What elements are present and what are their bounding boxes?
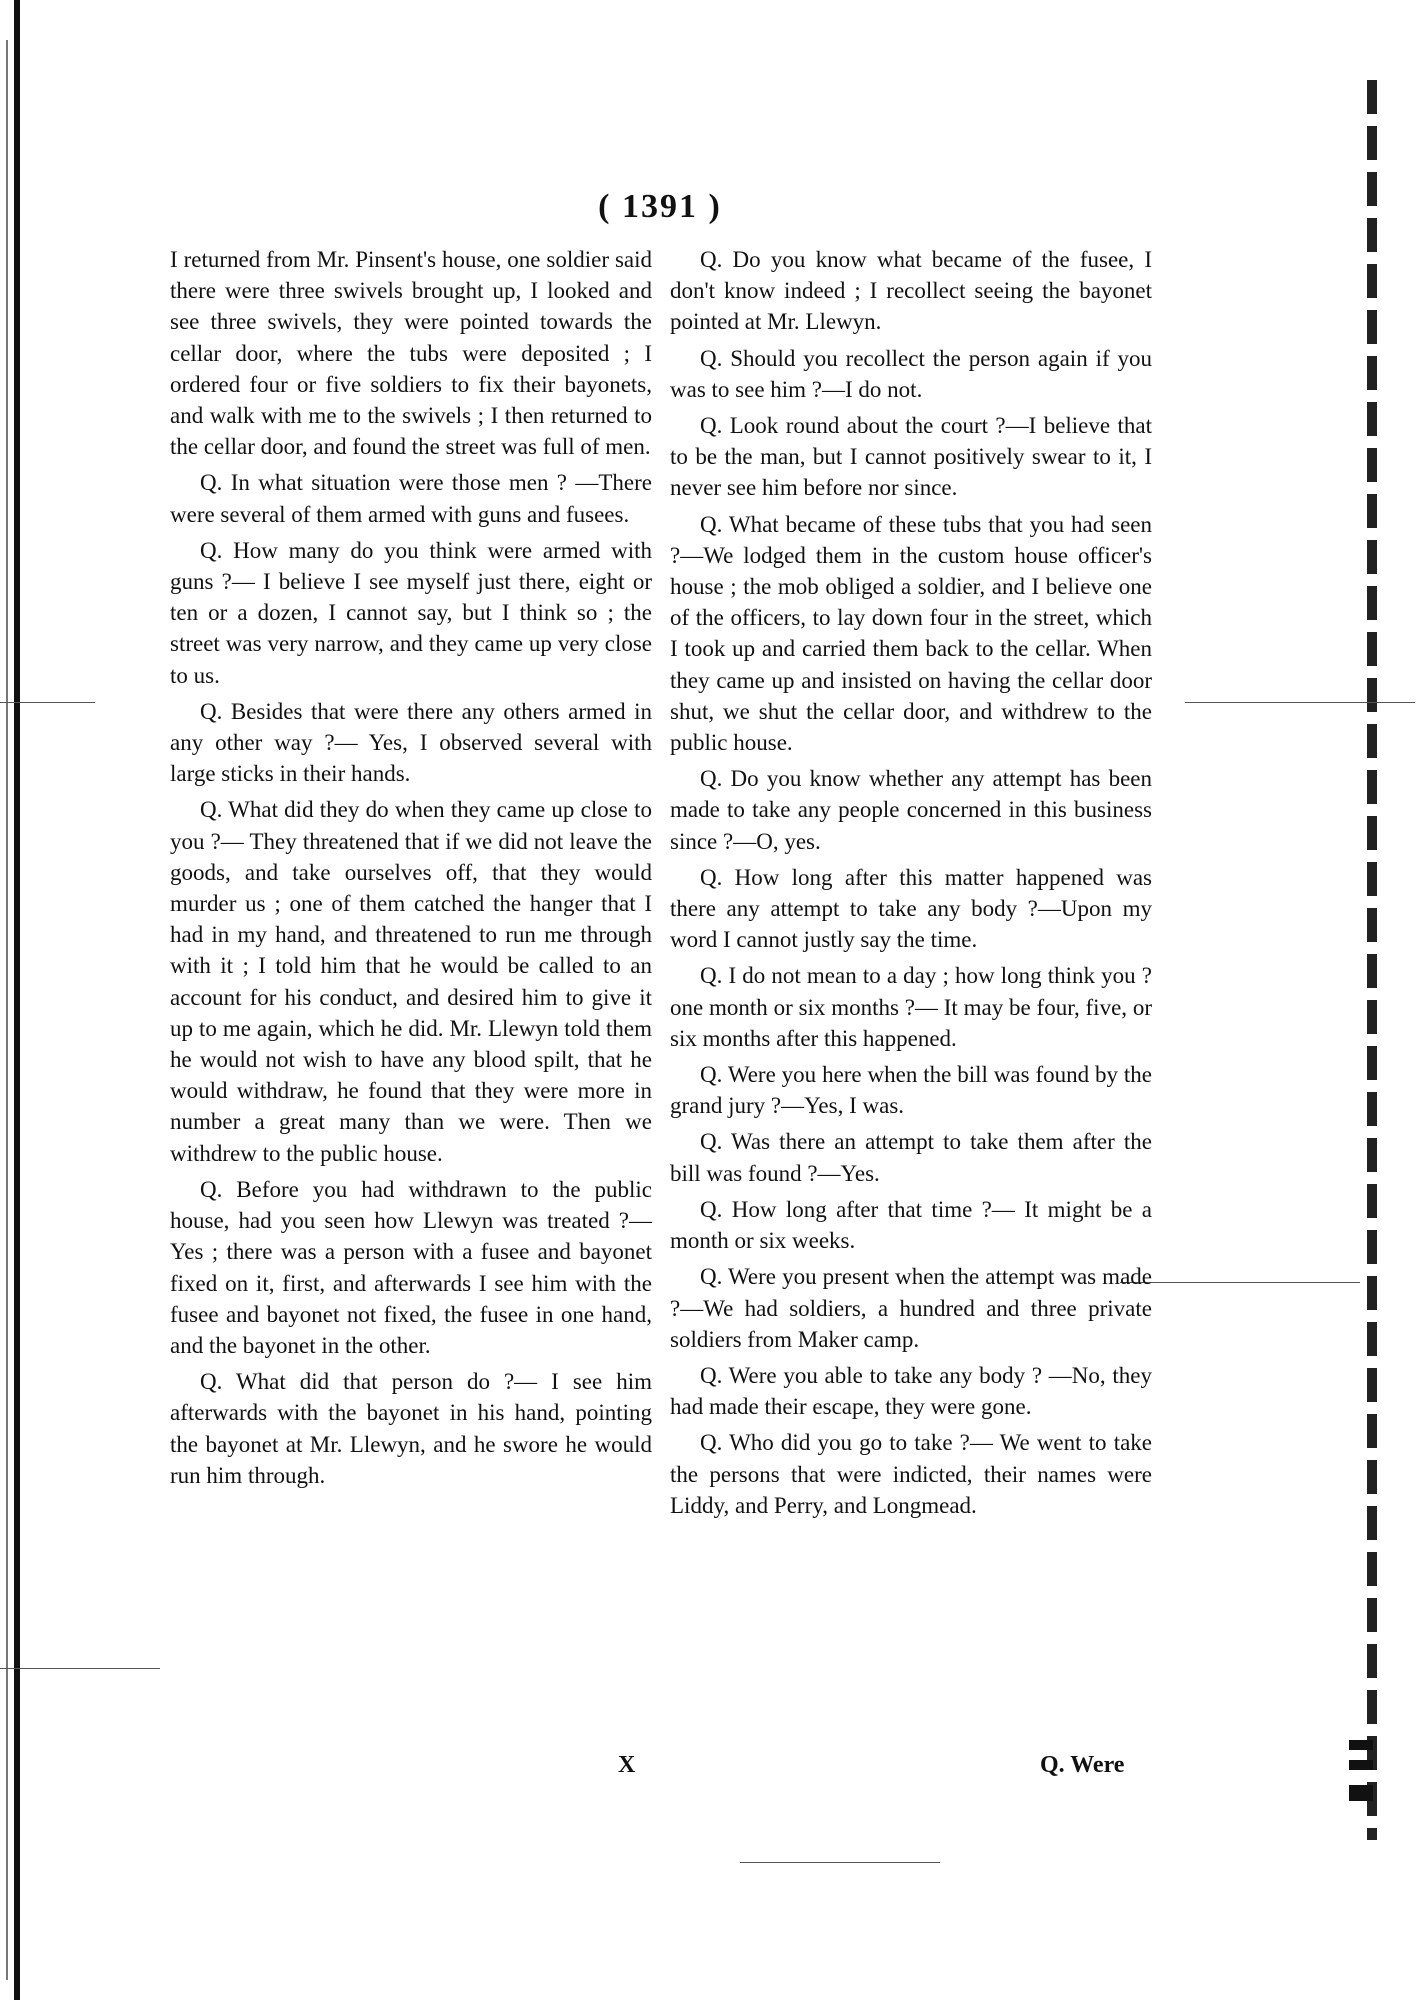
paragraph: Q. Look round about the court ?—I believe that to be the man, but I cannot positively swear to it, I never see him before nor since. bbox=[670, 413, 1152, 501]
paragraph: Q. In what situation were those men ? —There were several of them armed with guns and fusees. bbox=[170, 470, 652, 527]
signature-mark: X bbox=[618, 1752, 636, 1778]
paragraph: Q. How long after this matter happened was there any attempt to take any body ?—Upon my word I cannot justly say the time. bbox=[670, 864, 1152, 953]
paragraph: Q. Do you know what became of the fusee, I don't know indeed ; I recollect seeing the bayonet pointed at Mr. Llewyn. bbox=[670, 247, 1152, 335]
right-text-column bbox=[670, 244, 1152, 1526]
left-binding-rule bbox=[14, 0, 20, 2000]
scan-artifact-line bbox=[1120, 1282, 1360, 1283]
right-edge-marks bbox=[1367, 80, 1377, 1840]
right-edge-block bbox=[1349, 1740, 1373, 1750]
paragraph: Q. Were you present when the attempt was made ?—We had soldiers, a hundred and three private soldiers from Maker camp. bbox=[670, 1264, 1152, 1352]
scan-artifact-line bbox=[740, 1862, 940, 1863]
paragraph: Q. Was there an attempt to take them after the bill was found ?—Yes. bbox=[670, 1129, 1152, 1186]
paragraph: Q. I do not mean to a day ; how long think you ? one month or six months ?— It may be four, five, or six months after this happened. bbox=[670, 963, 1152, 1051]
paragraph: I returned from Mr. Pinsent's house, one soldier said there were three swivels brought up, I looked and see three swivels, they were pointed towards the cellar door, where the tubs were deposited ; I ordered four or five soldiers to fix their bayonets, and walk with me to the swivels ; I then returned to the cellar door, and found the street was full of men. bbox=[170, 247, 652, 460]
paragraph: Q. Do you know whether any attempt has been made to take any people concerned in this business since ?—O, yes. bbox=[670, 766, 1152, 854]
left-text-column bbox=[170, 244, 652, 1496]
right-edge-block bbox=[1349, 1760, 1373, 1770]
paragraph: Q. How many do you think were armed with guns ?— I believe I see myself just there, eight or ten or a dozen, I cannot say, but I think so ; the street was very narrow, and they came up very close to us. bbox=[170, 537, 652, 688]
paragraph: Q. How long after that time ?— It might be a month or six weeks. bbox=[670, 1196, 1152, 1254]
scan-artifact-line bbox=[0, 1668, 160, 1669]
paragraph: Q. Were you able to take any body ? —No, they had made their escape, they were gone. bbox=[670, 1362, 1152, 1420]
paragraph: Q. Before you had withdrawn to the public house, had you seen how Llewyn was treated ?—Yes ; there was a person with a fusee and bayonet fixed on it, first, and afterwards I see him with the fusee and bayonet not fixed, the fusee in one hand, and the bayonet in the other. bbox=[170, 1176, 652, 1358]
paragraph: Q. What did they do when they came up close to you ?— They threatened that if we did not leave the goods, and take ourselves off, that they would murder us ; one of them catched the hanger that I had in my hand, and threatened to run me through with it ; I told him that he would be called to an account for his conduct, and desired him to give it up to me again, which he did. Mr. Llewyn told them he would not wish to have any blood spilt, that he would withdraw, he found that they were more in number a great many than we were. Then we withdrew to the public house. bbox=[170, 797, 652, 1166]
right-edge-block bbox=[1349, 1785, 1373, 1801]
paragraph: Q. What became of these tubs that you had seen ?—We lodged them in the custom house officer's house ; the mob obliged a soldier, and I believe one of the officers, to lay down four in the street, which I took up and carried them back to the cellar. When they came up and insisted on having the cellar door shut, we shut the cellar door, and withdrew to the public house. bbox=[670, 511, 1152, 756]
left-margin-thin-line bbox=[6, 40, 8, 1980]
paragraph: Q. Should you recollect the person again if you was to see him ?—I do not. bbox=[670, 345, 1152, 402]
paragraph: Q. Who did you go to take ?— We went to take the persons that were indicted, their names were Liddy, and Perry, and Longmead. bbox=[670, 1430, 1152, 1518]
paragraph: Q. Were you here when the bill was found by the grand jury ?—Yes, I was. bbox=[670, 1062, 1152, 1119]
page-number: ( 1391 ) bbox=[598, 188, 722, 225]
scan-artifact-line bbox=[1185, 702, 1415, 703]
paragraph: Q. What did that person do ?— I see him afterwards with the bayonet in his hand, pointing the bayonet at Mr. Llewyn, and he swore he would run him through. bbox=[170, 1369, 652, 1488]
paragraph: Q. Besides that were there any others armed in any other way ?— Yes, I observed several with large sticks in their hands. bbox=[170, 698, 652, 787]
scan-artifact-line bbox=[0, 702, 95, 703]
catchword: Q. Were bbox=[1040, 1752, 1125, 1778]
